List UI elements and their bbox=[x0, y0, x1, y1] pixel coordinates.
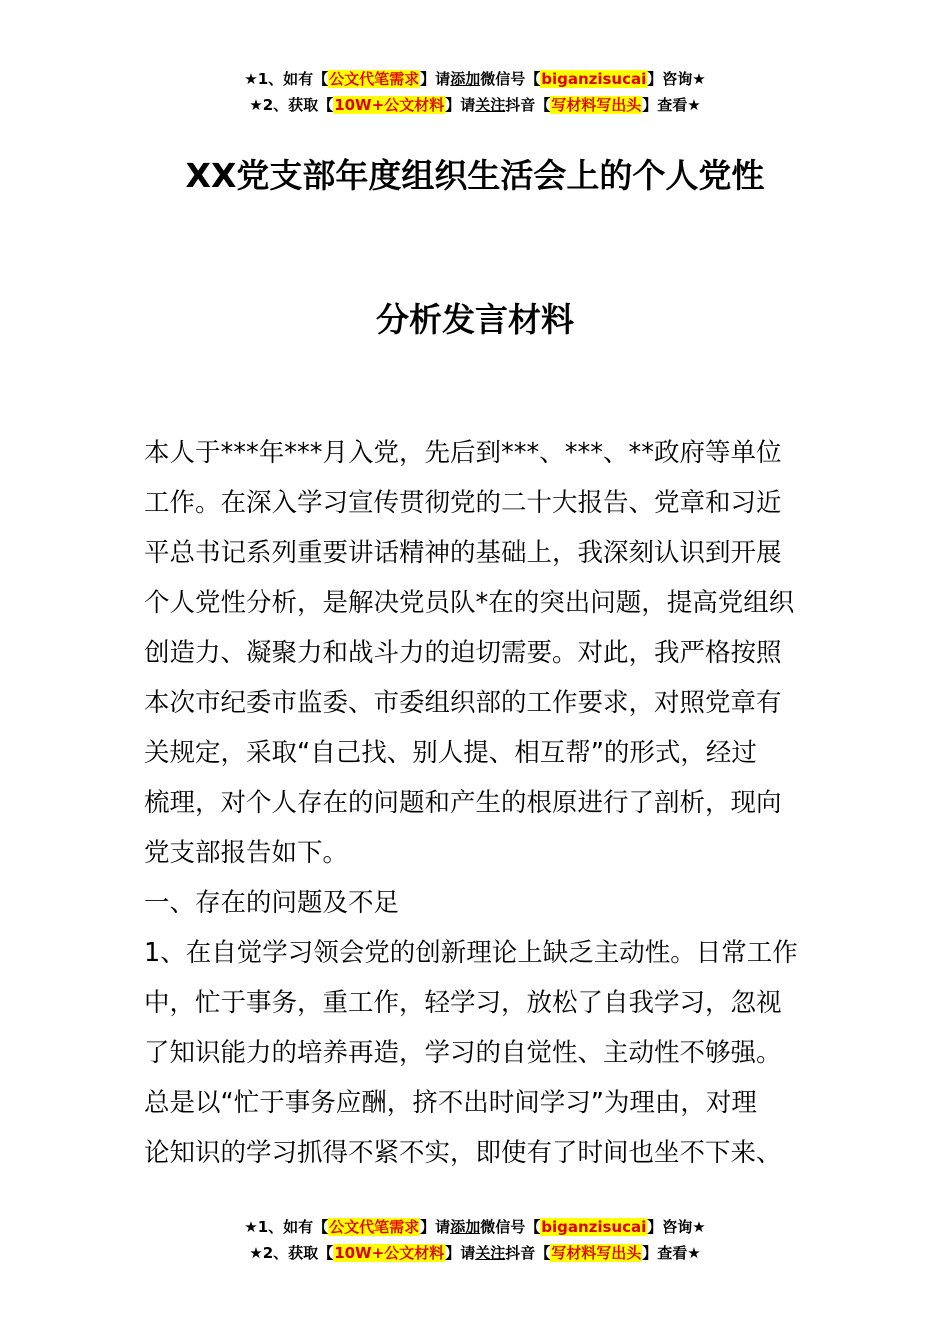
banner-text: 】请 bbox=[420, 1218, 451, 1236]
document-title-line-2: 分析发言材料 bbox=[376, 300, 574, 339]
highlight-materials: 10W+公文材料 bbox=[334, 1244, 445, 1262]
highlight-service: 公文代笔需求 bbox=[329, 1218, 420, 1236]
banner-text: 微信号【 bbox=[480, 70, 541, 88]
body-line: 平总书记系列重要讲话精神的基础上，我深刻认识到开展 bbox=[144, 538, 782, 568]
body-line: 创造力、凝聚力和战斗力的迫切需要。对此，我严格按照 bbox=[144, 638, 782, 668]
body-line: 工作。在深入学习宣传贯彻党的二十大报告、党章和习近 bbox=[144, 488, 782, 518]
body-line: 党支部报告如下。 bbox=[144, 838, 349, 868]
body-line: 本人于***年***月入党，先后到***、***、**政府等单位 bbox=[144, 438, 782, 468]
highlight-douyin-account: 写材料写出头 bbox=[551, 96, 642, 114]
body-line: 关规定，采取“自己找、别人提、相互帮”的形式，经过 bbox=[144, 738, 757, 768]
document-title-line-1: XX党支部年度组织生活会上的个人党性 bbox=[185, 156, 765, 195]
banner-text: 】查看★ bbox=[642, 96, 701, 114]
banner-line-2 bbox=[0, 1240, 950, 1266]
body-line: 个人党性分析，是解决党员队*在的突出问题，提高党组织 bbox=[144, 588, 795, 618]
banner-text: 】咨询★ bbox=[647, 70, 706, 88]
underlined-text: 添加 bbox=[450, 1218, 481, 1236]
banner-text: 抖音【 bbox=[505, 96, 551, 114]
highlight-materials: 10W+公文材料 bbox=[334, 96, 445, 114]
highlight-wechat-id: biganzisucai bbox=[541, 1218, 647, 1236]
banner-text: ★1、如有【 bbox=[244, 70, 329, 88]
banner-line-1 bbox=[0, 66, 950, 92]
banner-text: ★2、获取【 bbox=[249, 96, 334, 114]
footer-banner bbox=[0, 1214, 950, 1266]
header-banner bbox=[0, 66, 950, 118]
banner-text: ★1、如有【 bbox=[244, 1218, 329, 1236]
document-body bbox=[144, 428, 808, 1178]
underlined-text: 添加 bbox=[450, 70, 481, 88]
highlight-wechat-id: biganzisucai bbox=[541, 70, 647, 88]
highlight-service: 公文代笔需求 bbox=[329, 70, 420, 88]
banner-text: ★2、获取【 bbox=[249, 1244, 334, 1262]
section-heading: 一、存在的问题及不足 bbox=[144, 888, 400, 918]
body-line: 了知识能力的培养再造，学习的自觉性、主动性不够强。 bbox=[144, 1038, 782, 1068]
banner-text: 】请 bbox=[445, 1244, 476, 1262]
banner-line-2 bbox=[0, 92, 950, 118]
highlight-douyin-account: 写材料写出头 bbox=[551, 1244, 642, 1262]
underlined-text: 关注 bbox=[475, 96, 506, 114]
body-line: 总是以“忙于事务应酬，挤不出时间学习”为理由，对理 bbox=[144, 1088, 757, 1118]
body-line: 梳理，对个人存在的问题和产生的根原进行了剖析，现向 bbox=[144, 788, 782, 818]
banner-text: 】查看★ bbox=[642, 1244, 701, 1262]
banner-text: 】咨询★ bbox=[647, 1218, 706, 1236]
body-line: 中，忙于事务，重工作，轻学习，放松了自我学习，忽视 bbox=[144, 988, 782, 1018]
banner-text: 微信号【 bbox=[480, 1218, 541, 1236]
banner-text: 】请 bbox=[445, 96, 476, 114]
underlined-text: 关注 bbox=[475, 1244, 506, 1262]
banner-text: 】请 bbox=[420, 70, 451, 88]
body-line: 论知识的学习抓得不紧不实，即使有了时间也坐不下来、 bbox=[144, 1138, 782, 1168]
banner-line-1 bbox=[0, 1214, 950, 1240]
body-line: 本次市纪委市监委、市委组织部的工作要求，对照党章有 bbox=[144, 688, 782, 718]
banner-text: 抖音【 bbox=[505, 1244, 551, 1262]
body-line: 1、在自觉学习领会党的创新理论上缺乏主动性。日常工作 bbox=[144, 938, 798, 968]
